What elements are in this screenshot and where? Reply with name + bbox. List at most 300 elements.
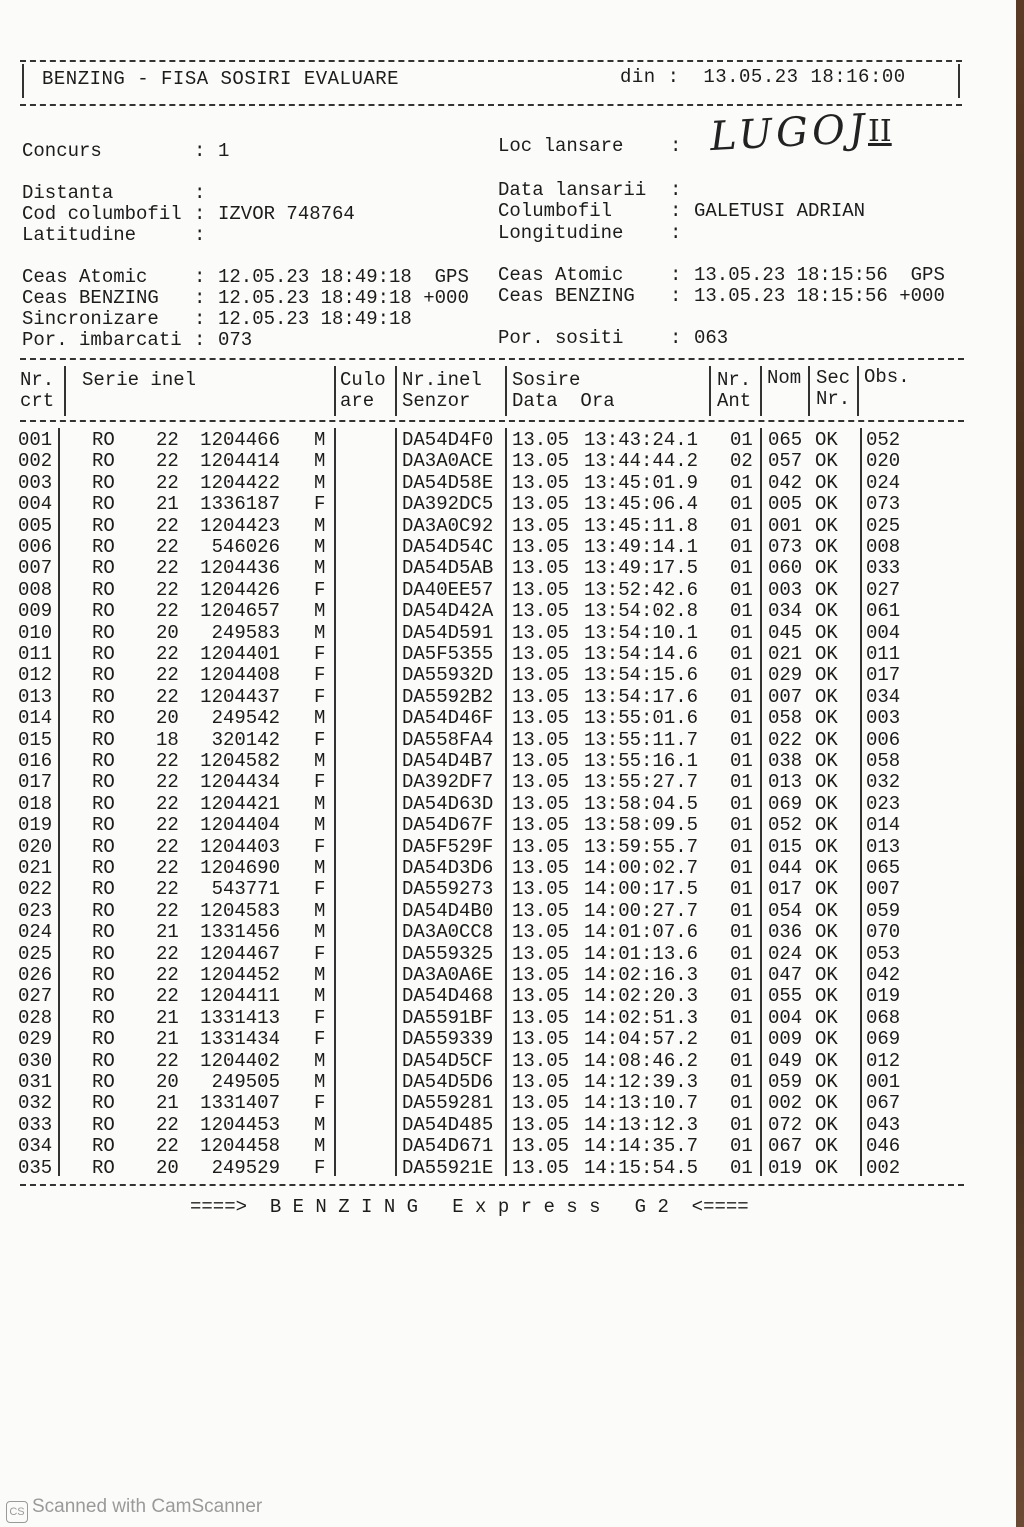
cell-country: RO [92,621,115,644]
cell-time: 13:49:17.5 [584,557,699,580]
cell-obs: 004 [866,621,901,644]
info-label: Por. imbarcati [22,329,182,351]
cell-sex: F [314,942,326,965]
cell-ant: 01 [730,878,753,901]
cell-obs: 025 [866,514,901,537]
cell-time: 13:54:17.6 [584,685,699,708]
cell-sex: F [314,771,326,794]
info-separator: : [670,200,682,222]
cell-nr: 035 [18,1156,53,1179]
cell-sex: F [314,493,326,516]
col-divider [857,366,859,416]
cell-year: 20 [156,1071,179,1093]
cell-sec: OK [815,835,838,858]
cell-sex: M [314,985,326,1008]
info-label: Longitudine [498,222,624,244]
cell-date: 13.05 [512,1135,570,1158]
cell-date: 13.05 [512,1071,570,1093]
cell-ant: 01 [730,835,753,858]
cell-year: 21 [156,493,179,516]
cell-obs: 027 [866,578,901,601]
cell-ant: 01 [730,1135,753,1158]
table-row [0,708,1024,729]
cell-nr: 004 [18,493,53,516]
info-label: Distanta [22,182,114,204]
cell-time: 14:00:17.5 [584,878,699,901]
cell-country: RO [92,493,115,516]
cell-country: RO [92,964,115,986]
table-row [0,730,1024,751]
info-label: Ceas BENZING [22,287,159,309]
cell-nr: 032 [18,1092,53,1115]
cell-sex: M [314,600,326,623]
cell-nom: 036 [768,921,803,944]
document-title: BENZING - FISA SOSIRI EVALUARE [42,68,400,90]
cell-year: 22 [156,964,179,986]
cell-sex: F [314,664,326,687]
cell-obs: 024 [866,471,901,494]
col-divider [709,366,711,416]
info-separator: : [194,140,206,162]
info-label: Loc lansare [498,135,624,157]
camscanner-logo-icon: CS [6,1501,28,1523]
col-divider [334,366,336,416]
cell-country: RO [92,600,115,623]
cell-sensor: DA559339 [402,1028,494,1051]
cell-sex: M [314,557,326,580]
table-top-rule [20,358,964,360]
cell-ant: 01 [730,1092,753,1115]
cell-date: 13.05 [512,771,570,794]
cell-country: RO [92,1006,115,1029]
cell-nom: 034 [768,600,803,623]
table-row [0,858,1024,879]
cell-nom: 029 [768,664,803,687]
cell-sec: OK [815,621,838,644]
cell-nr: 013 [18,685,53,708]
cell-date: 13.05 [512,685,570,708]
cell-sex: F [314,835,326,858]
cell-nr: 024 [18,921,53,944]
cell-nom: 060 [768,557,803,580]
cell-time: 13:58:09.5 [584,814,699,837]
cell-sec: OK [815,471,838,494]
table-row [0,944,1024,965]
cell-sensor: DA54D4B7 [402,750,494,772]
col-sec: Sec Nr. [816,367,851,410]
cell-time: 14:02:51.3 [584,1006,699,1029]
cell-ant: 01 [730,1006,753,1029]
cell-nr: 003 [18,471,53,494]
cell-ant: 01 [730,750,753,772]
cell-ant: 01 [730,536,753,558]
cell-ring: 1204422 [200,471,280,494]
cell-sex: M [314,814,326,837]
cell-year: 22 [156,1113,179,1136]
cell-ring: 1204583 [200,899,280,922]
cell-nr: 025 [18,942,53,965]
cell-ring: 1204436 [200,557,280,580]
cell-nr: 017 [18,771,53,794]
cell-nr: 022 [18,878,53,901]
table-row [0,879,1024,900]
info-value: IZVOR 748764 [218,203,355,225]
cell-country: RO [92,814,115,837]
cell-sec: OK [815,814,838,837]
cell-sensor: DA55932D [402,664,494,687]
info-label: Latitudine [22,224,137,246]
cell-obs: 013 [866,835,901,858]
table-row [0,537,1024,558]
cell-time: 13:55:11.7 [584,728,699,751]
cell-sensor: DA54D46F [402,707,494,730]
cell-ant: 01 [730,578,753,601]
cell-ring: 1204426 [200,578,280,601]
cell-obs: 023 [866,792,901,815]
cell-country: RO [92,1071,115,1093]
cell-nom: 072 [768,1113,803,1136]
cell-nr: 020 [18,835,53,858]
cell-obs: 070 [866,921,901,944]
cell-obs: 067 [866,1092,901,1115]
cell-sex: M [314,536,326,558]
title-frame-top [20,60,962,62]
cell-sec: OK [815,1006,838,1029]
cell-nr: 005 [18,514,53,537]
cell-date: 13.05 [512,664,570,687]
cell-year: 21 [156,1028,179,1051]
cell-year: 22 [156,814,179,837]
cell-sec: OK [815,878,838,901]
col-divider [760,366,762,416]
cell-ring: 1331434 [200,1028,280,1051]
cell-year: 22 [156,899,179,922]
cell-ant: 01 [730,728,753,751]
cell-time: 13:54:15.6 [584,664,699,687]
cell-ant: 01 [730,1071,753,1093]
cell-time: 14:02:16.3 [584,964,699,986]
cell-nr: 015 [18,728,53,751]
info-label: Ceas BENZING [498,285,635,307]
cell-time: 13:55:27.7 [584,771,699,794]
cell-date: 13.05 [512,1006,570,1029]
cell-year: 18 [156,728,179,751]
cell-sec: OK [815,450,838,473]
table-row [0,837,1024,858]
cell-time: 13:45:06.4 [584,493,699,516]
info-separator: : [194,329,206,351]
col-divider [64,366,66,416]
cell-time: 14:01:07.6 [584,921,699,944]
cell-ring: 1204402 [200,1049,280,1072]
cell-sec: OK [815,578,838,601]
cell-nom: 007 [768,685,803,708]
table-row [0,965,1024,986]
cell-ring: 1204690 [200,857,280,879]
table-row [0,1008,1024,1029]
cell-nom: 022 [768,728,803,751]
cell-country: RO [92,429,115,451]
cell-sex: M [314,964,326,986]
cell-sec: OK [815,536,838,558]
cell-ring: 249529 [211,1156,280,1179]
info-label: Por. sositi [498,327,624,349]
cell-sensor: DA558FA4 [402,728,494,751]
cell-country: RO [92,942,115,965]
cell-sec: OK [815,728,838,751]
info-label: Sincronizare [22,308,159,330]
cell-ring: 249583 [211,621,280,644]
cell-obs: 061 [866,600,901,623]
table-row [0,1115,1024,1136]
cell-nr: 031 [18,1071,53,1093]
cell-sex: M [314,514,326,537]
col-divider [808,366,810,416]
cell-sex: M [314,857,326,879]
cell-year: 22 [156,557,179,580]
cell-time: 14:00:02.7 [584,857,699,879]
report-datetime: din : 13.05.23 18:16:00 [620,66,906,88]
cell-year: 22 [156,985,179,1008]
cell-obs: 014 [866,814,901,837]
cell-year: 22 [156,942,179,965]
cell-nom: 044 [768,857,803,879]
cell-ant: 01 [730,1049,753,1072]
col-antena: Nr. Ant [717,369,752,412]
cell-country: RO [92,643,115,665]
cell-ant: 01 [730,792,753,815]
footer-banner: ====> B E N Z I N G E x p r e s s G 2 <==== [190,1196,749,1218]
cell-sex: F [314,1006,326,1029]
cell-sex: M [314,621,326,644]
cell-sensor: DA392DF7 [402,771,494,794]
cell-sensor: DA54D63D [402,792,494,815]
cell-sensor: DA54D485 [402,1113,494,1136]
cell-sensor: DA54D58E [402,471,494,494]
cell-obs: 043 [866,1113,901,1136]
info-value: 13.05.23 18:15:56 +000 [694,285,945,307]
cell-sex: F [314,1156,326,1179]
info-label: Columbofil [498,200,613,222]
cell-nom: 069 [768,792,803,815]
cell-ring: 1204466 [200,429,280,451]
cell-country: RO [92,557,115,580]
cell-ring: 1204403 [200,835,280,858]
cell-ring: 1204401 [200,643,280,665]
title-frame-right [958,64,960,98]
cell-ring: 1336187 [200,493,280,516]
cell-year: 22 [156,685,179,708]
cell-obs: 068 [866,1006,901,1029]
cell-sensor: DA54D591 [402,621,494,644]
cell-ring: 1204453 [200,1113,280,1136]
cell-year: 20 [156,1156,179,1179]
cell-year: 22 [156,857,179,879]
info-value: 1 [218,140,230,162]
cell-obs: 007 [866,878,901,901]
cell-time: 13:45:01.9 [584,471,699,494]
cell-obs: 058 [866,750,901,772]
cell-obs: 046 [866,1135,901,1158]
cell-country: RO [92,750,115,772]
cell-ring: 1204421 [200,792,280,815]
cell-nr: 023 [18,899,53,922]
cell-nr: 012 [18,664,53,687]
cell-sex: M [314,1135,326,1158]
cell-sec: OK [815,857,838,879]
cell-ant: 01 [730,985,753,1008]
table-row [0,451,1024,472]
cell-sensor: DA559281 [402,1092,494,1115]
cell-nom: 067 [768,1135,803,1158]
cell-sensor: DA54D4F0 [402,429,494,451]
info-label: Cod columbofil [22,203,182,225]
cell-nom: 024 [768,942,803,965]
cell-obs: 008 [866,536,901,558]
cell-ring: 1331413 [200,1006,280,1029]
table-row [0,1093,1024,1114]
cell-ring: 249505 [211,1071,280,1093]
cell-year: 22 [156,514,179,537]
cell-ant: 01 [730,643,753,665]
cell-time: 14:15:54.5 [584,1156,699,1179]
cell-time: 13:54:14.6 [584,643,699,665]
info-separator: : [670,135,682,157]
table-row [0,473,1024,494]
cell-nr: 018 [18,792,53,815]
cell-nr: 001 [18,429,53,451]
cell-nom: 009 [768,1028,803,1051]
title-frame-left [22,64,24,98]
info-separator: : [194,287,206,309]
cell-country: RO [92,1156,115,1179]
col-nom: Nom [767,367,802,389]
table-row [0,623,1024,644]
cell-date: 13.05 [512,985,570,1008]
cell-date: 13.05 [512,1028,570,1051]
cell-country: RO [92,514,115,537]
cell-country: RO [92,1028,115,1051]
cell-time: 13:49:14.1 [584,536,699,558]
cell-ant: 01 [730,707,753,730]
handwritten-suffix: II [868,114,892,149]
cell-date: 13.05 [512,1092,570,1115]
cell-obs: 065 [866,857,901,879]
table-row [0,665,1024,686]
cell-country: RO [92,985,115,1008]
cell-obs: 069 [866,1028,901,1051]
cell-date: 13.05 [512,835,570,858]
cell-sensor: DA5591BF [402,1006,494,1029]
cell-sec: OK [815,792,838,815]
cell-country: RO [92,1113,115,1136]
cell-sec: OK [815,1113,838,1136]
cell-ant: 01 [730,899,753,922]
info-separator: : [194,308,206,330]
cell-time: 13:54:02.8 [584,600,699,623]
cell-date: 13.05 [512,964,570,986]
cell-country: RO [92,1049,115,1072]
info-value: 13.05.23 18:15:56 GPS [694,264,945,286]
cell-sex: F [314,643,326,665]
cell-nr: 008 [18,578,53,601]
cell-country: RO [92,1135,115,1158]
cell-obs: 059 [866,899,901,922]
info-label: Ceas Atomic [498,264,624,286]
table-bottom-rule [20,1184,964,1186]
info-label: Ceas Atomic [22,266,148,288]
cell-date: 13.05 [512,536,570,558]
cell-sex: M [314,1071,326,1093]
cell-nom: 054 [768,899,803,922]
cell-time: 14:01:13.6 [584,942,699,965]
cell-ring: 1204452 [200,964,280,986]
cell-date: 13.05 [512,814,570,837]
col-serie: Serie inel [82,369,197,391]
table-row [0,901,1024,922]
cell-sex: M [314,450,326,473]
cell-year: 22 [156,878,179,901]
cell-date: 13.05 [512,942,570,965]
cell-ant: 01 [730,1028,753,1051]
cell-sensor: DA392DC5 [402,493,494,516]
cell-sec: OK [815,750,838,772]
cell-nr: 026 [18,964,53,986]
info-separator: : [194,224,206,246]
cell-nom: 045 [768,621,803,644]
cell-year: 21 [156,1092,179,1115]
cell-obs: 011 [866,643,901,665]
cell-obs: 019 [866,985,901,1008]
cell-nr: 030 [18,1049,53,1072]
cell-obs: 033 [866,557,901,580]
cell-ant: 01 [730,471,753,494]
cell-date: 13.05 [512,921,570,944]
cell-sec: OK [815,771,838,794]
cell-nom: 001 [768,514,803,537]
cell-ring: 1204408 [200,664,280,687]
cell-ring: 1204423 [200,514,280,537]
cell-country: RO [92,450,115,473]
cell-sec: OK [815,643,838,665]
table-row [0,1136,1024,1157]
cell-country: RO [92,471,115,494]
info-value: 073 [218,329,253,351]
cell-country: RO [92,771,115,794]
cell-sensor: DA54D5CF [402,1049,494,1072]
cell-ant: 01 [730,429,753,451]
cell-sec: OK [815,964,838,986]
cell-date: 13.05 [512,1113,570,1136]
cell-nom: 058 [768,707,803,730]
cell-ant: 01 [730,814,753,837]
cell-sensor: DA40EE57 [402,578,494,601]
cell-sensor: DA54D671 [402,1135,494,1158]
cell-year: 20 [156,707,179,730]
cell-sec: OK [815,1049,838,1072]
cell-year: 22 [156,429,179,451]
cell-date: 13.05 [512,1049,570,1072]
cell-country: RO [92,707,115,730]
table-header-rule [20,420,964,422]
cell-time: 14:14:35.7 [584,1135,699,1158]
table-row [0,1051,1024,1072]
table-row [0,1158,1024,1179]
cell-ant: 01 [730,942,753,965]
cell-sex: M [314,471,326,494]
cell-date: 13.05 [512,857,570,879]
cell-ring: 1331456 [200,921,280,944]
